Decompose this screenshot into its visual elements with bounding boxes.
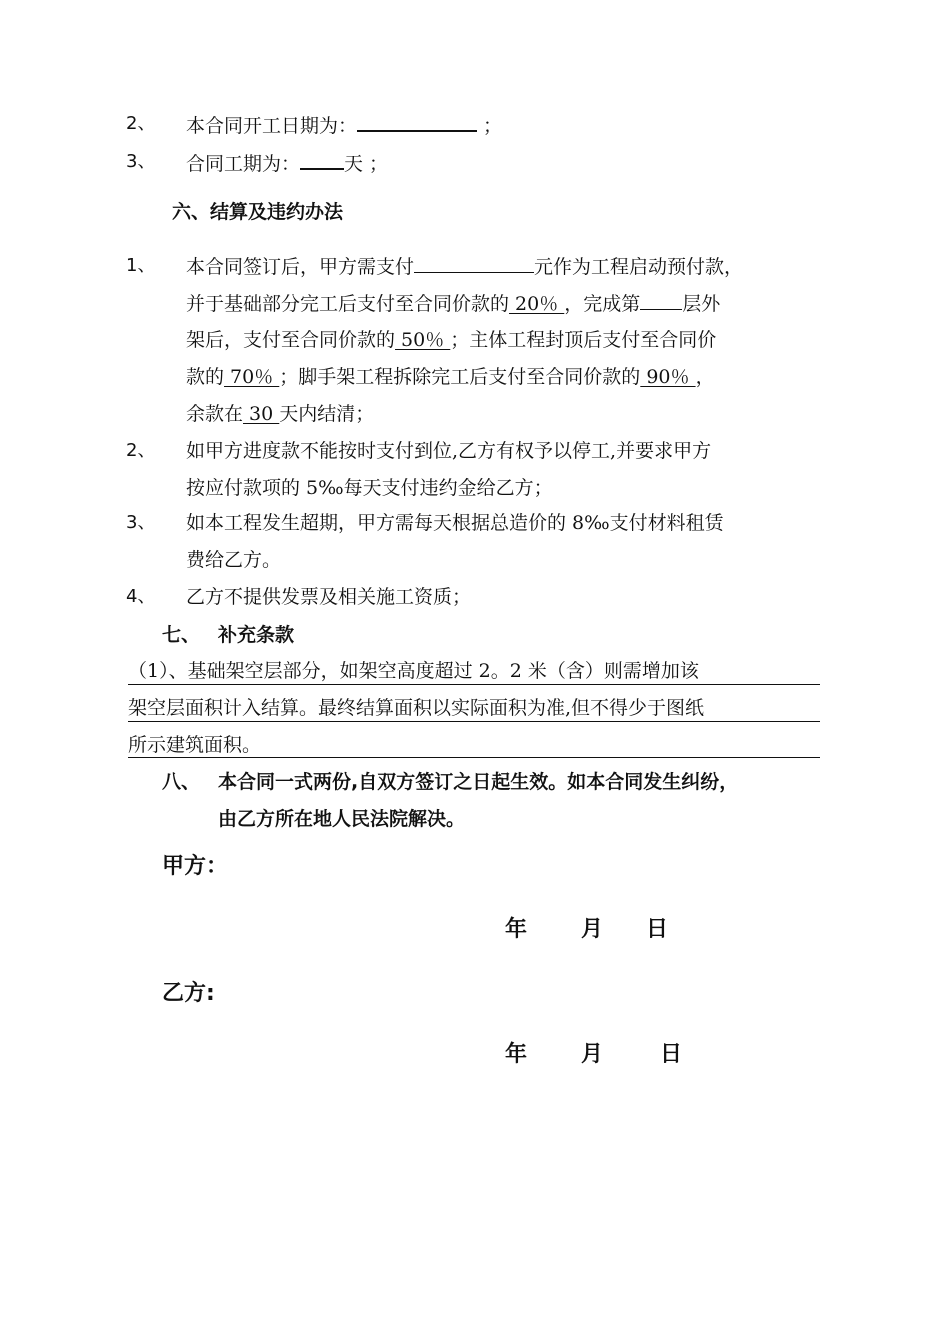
underline <box>128 757 820 758</box>
text: ；脚手架工程拆除完工后支付至合同价款的 <box>279 366 641 388</box>
text: ， <box>695 366 715 388</box>
month-label: 月 <box>581 917 604 942</box>
punctuation: ； <box>483 115 503 137</box>
floor-number-field[interactable] <box>640 291 682 310</box>
item-number: 3、 <box>126 151 156 172</box>
party-a-label: 甲方： <box>162 854 229 879</box>
duration-label: 合同工期为： <box>186 153 301 175</box>
item-number: 2、 <box>126 440 156 461</box>
text: 余款在 <box>186 403 244 425</box>
percent-value: 50％ <box>395 329 451 351</box>
clause-6-1-line-2 <box>186 291 720 316</box>
text: 款的 <box>186 366 225 388</box>
section-6-title: 六、结算及违约办法 <box>172 201 344 223</box>
start-date-field[interactable] <box>357 112 477 132</box>
year-label: 年 <box>505 1042 528 1067</box>
section-8-line-2: 由乙方所在地人民法院解决。 <box>218 808 466 830</box>
duration-unit: 天 <box>344 153 364 175</box>
day-label: 日 <box>660 1042 683 1067</box>
section-8-line-1: 本合同一式两份,自双方签订之日起生效。如本合同发生纠纷， <box>218 771 739 793</box>
duration-line <box>186 150 388 176</box>
clause-6-1-line-5 <box>186 402 374 426</box>
clause-6-2-line-2: 按应付款项的 5‰每天支付违约金给乙方； <box>186 477 553 499</box>
text: 并于基础部分完工后支付至合同价款的 <box>186 293 510 315</box>
section-7-title: 补充条款 <box>218 624 295 646</box>
text: 天内结清； <box>279 403 375 425</box>
percent-value: 20％ <box>509 293 565 315</box>
supplement-line-3: 所示建筑面积。 <box>128 734 262 756</box>
text: 元作为工程启动预付款， <box>534 256 744 278</box>
text: 架后，支付至合同价款的 <box>186 329 396 351</box>
start-date-line <box>186 112 502 138</box>
text: 本合同签订后，甲方需支付 <box>186 256 415 278</box>
punctuation: ； <box>369 153 389 175</box>
percent-value: 90％ <box>640 366 696 388</box>
section-7-number: 七、 <box>162 624 201 646</box>
text: ；主体工程封顶后支付至合同价 <box>450 329 717 351</box>
section-8-number: 八、 <box>162 771 201 793</box>
clause-6-3-line-2: 费给乙方。 <box>186 549 282 571</box>
days-value: 30 <box>243 403 280 425</box>
duration-field[interactable] <box>300 150 344 170</box>
item-number: 1、 <box>126 255 156 276</box>
clause-6-1-line-4 <box>186 365 715 389</box>
supplement-line-2: 架空层面积计入结算。最终结算面积以实际面积为准,但不得少于图纸 <box>128 697 705 719</box>
start-date-label: 本合同开工日期为： <box>186 115 358 137</box>
clause-6-3-line-1: 如本工程发生超期，甲方需每天根据总造价的 8‰支付材料租赁 <box>186 512 724 534</box>
text: 层外 <box>682 293 721 315</box>
clause-6-1-line-3 <box>186 328 716 352</box>
item-number: 4、 <box>126 586 156 607</box>
percent-value: 70％ <box>224 366 280 388</box>
item-number: 3、 <box>126 512 156 533</box>
clause-6-4-line-1: 乙方不提供发票及相关施工资质； <box>186 586 472 608</box>
clause-6-1-line-1 <box>186 254 743 279</box>
advance-payment-field[interactable] <box>414 254 534 273</box>
year-label: 年 <box>505 917 528 942</box>
party-b-label: 乙方: <box>162 981 215 1006</box>
supplement-line-1: （1）、基础架空层部分，如架空高度超过 2。2 米（含）则需增加该 <box>128 660 699 682</box>
item-number: 2、 <box>126 113 156 134</box>
text: ，完成第 <box>564 293 641 315</box>
underline <box>128 721 820 722</box>
month-label: 月 <box>581 1042 604 1067</box>
day-label: 日 <box>646 917 669 942</box>
underline <box>128 684 820 685</box>
clause-6-2-line-1: 如甲方进度款不能按时支付到位,乙方有权予以停工,并要求甲方 <box>186 440 712 462</box>
